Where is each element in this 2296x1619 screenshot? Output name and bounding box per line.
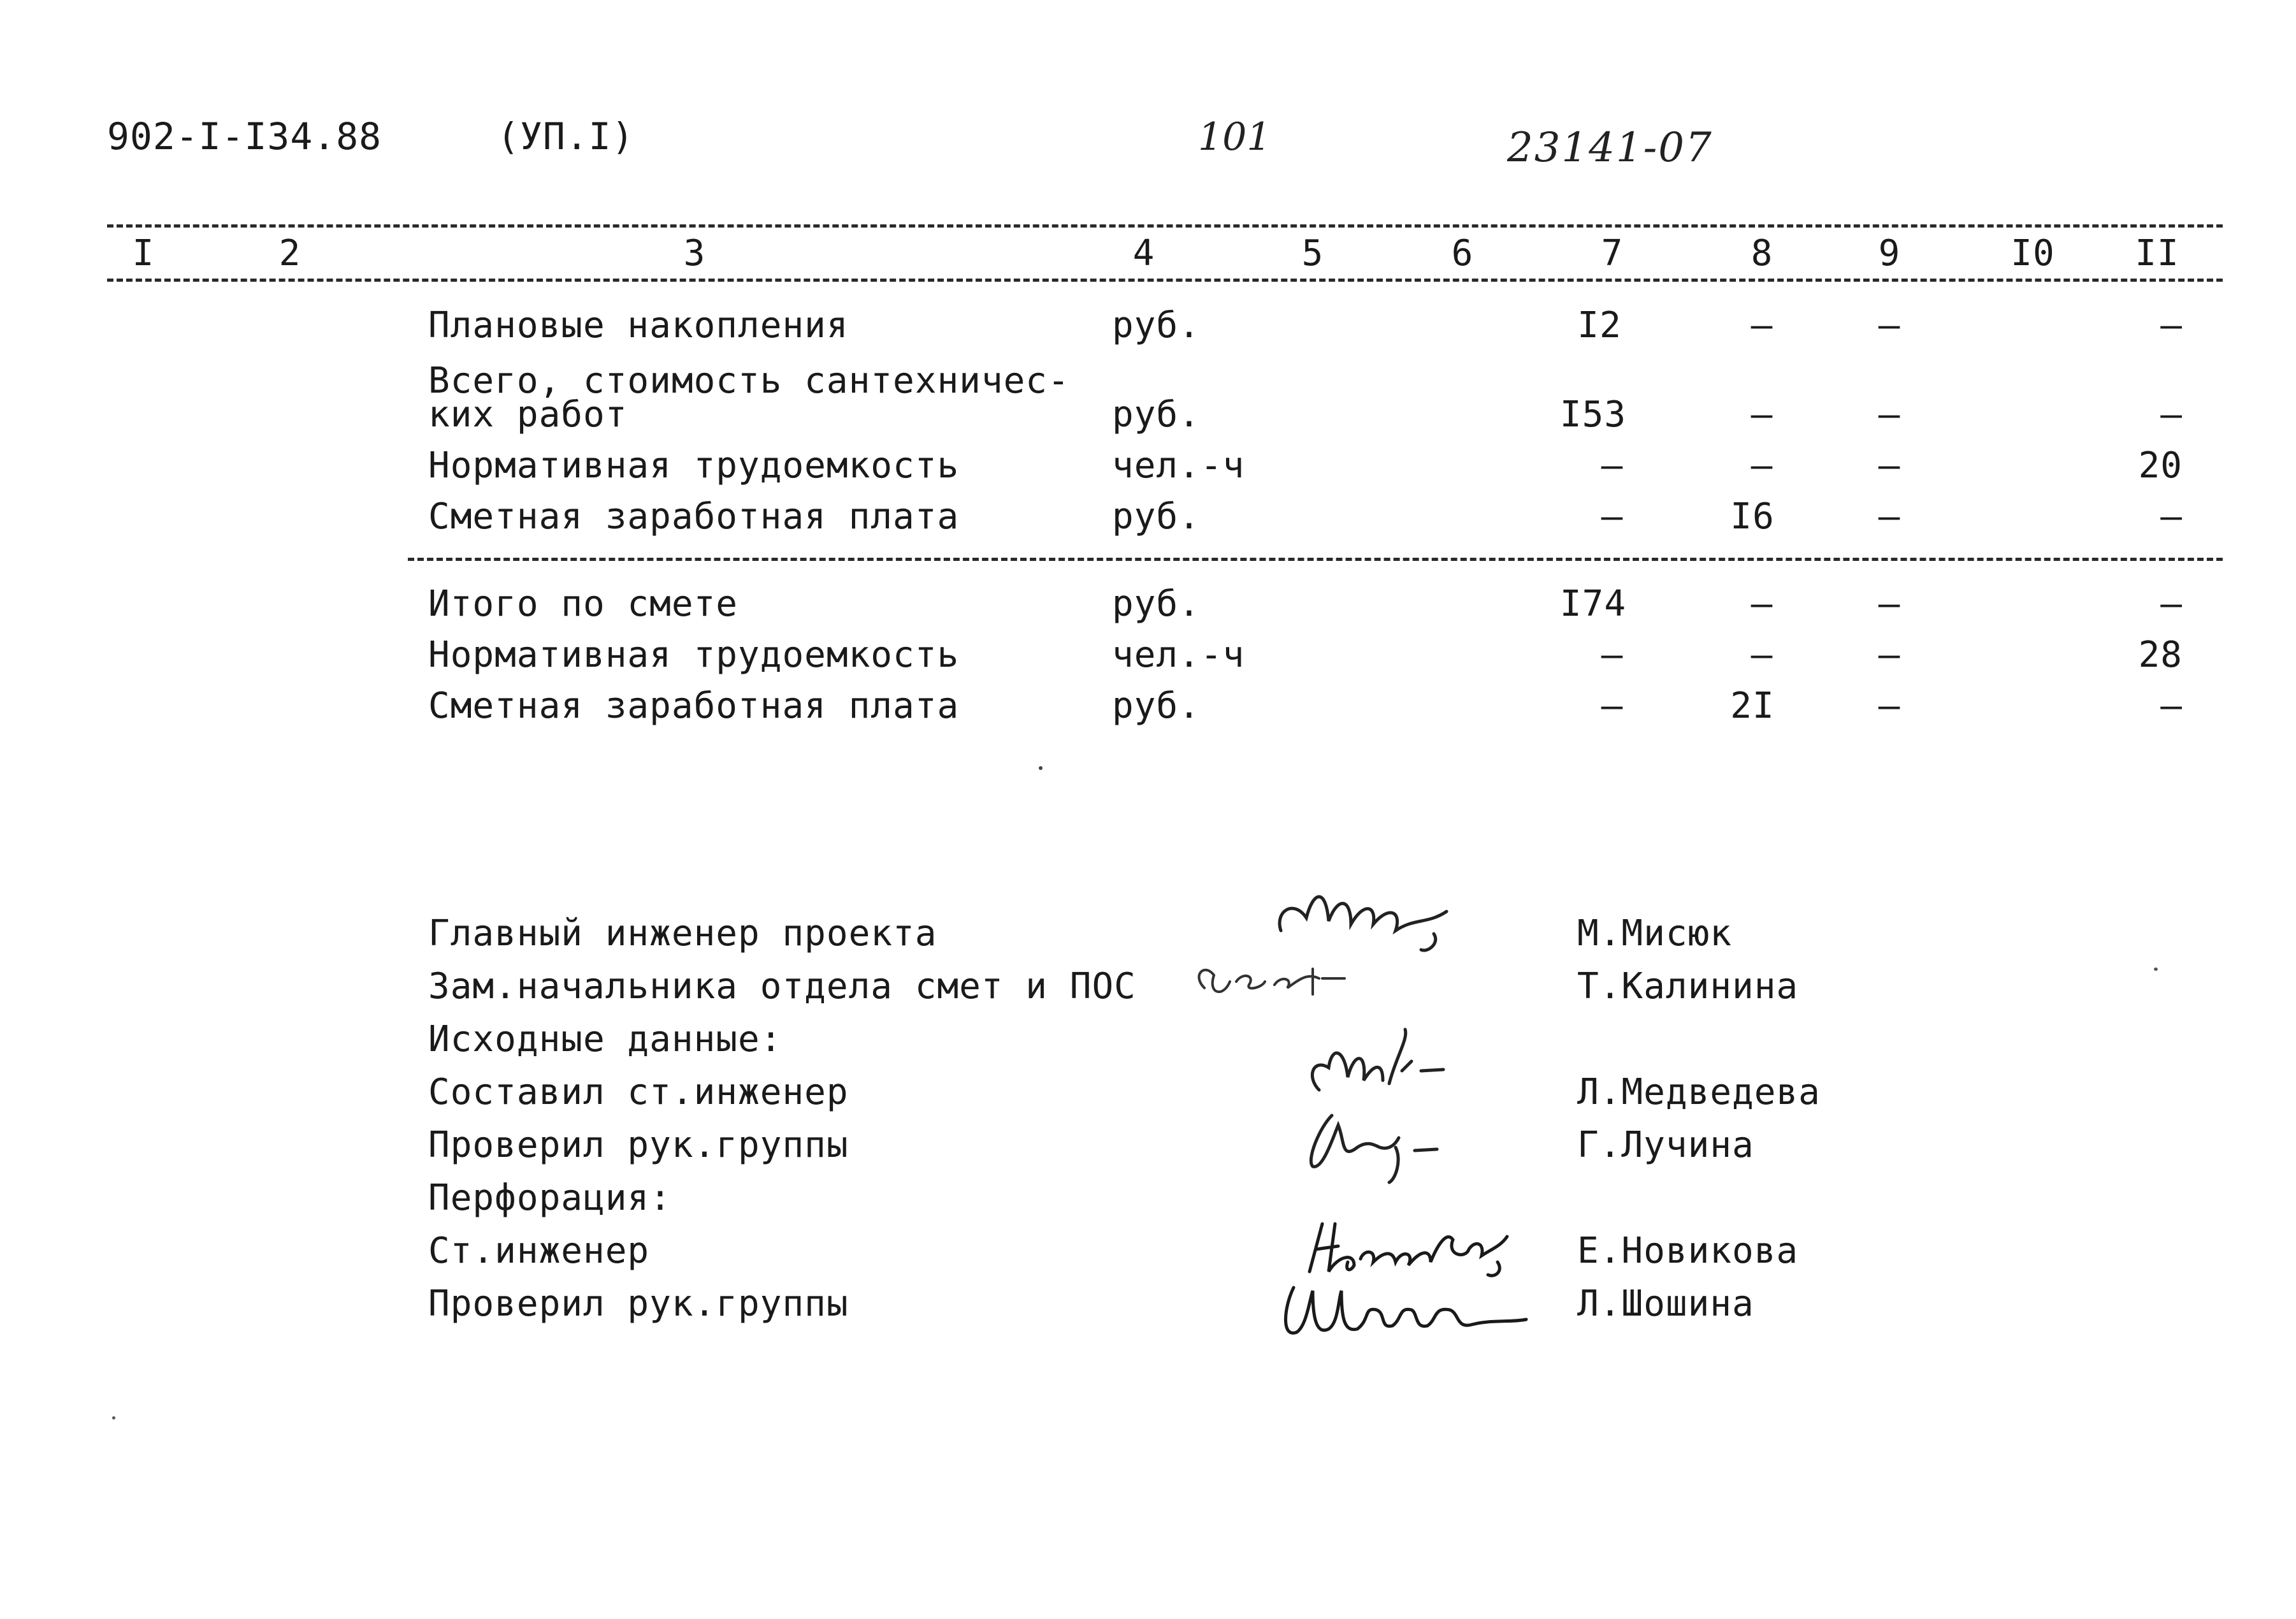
column-header-9: 9 — [1878, 233, 1901, 274]
row-col8: 2I — [1730, 685, 1775, 727]
signature-role: Составил ст.инженер — [428, 1071, 849, 1113]
row-label: ких работ — [428, 394, 628, 435]
scan-speck — [2154, 968, 2158, 971]
signature-scribble-misyuk — [1268, 873, 1459, 962]
signatory-name: М.Мисюк — [1577, 913, 1733, 954]
row-label: Нормативная трудоемкость — [428, 445, 960, 486]
column-header-11: II — [2135, 233, 2179, 274]
column-header-4: 4 — [1132, 233, 1155, 274]
row-col11: – — [2160, 305, 2183, 346]
row-col9: – — [1878, 445, 1901, 486]
row-unit: руб. — [1112, 685, 1201, 727]
row-label: Итого по смете — [428, 583, 739, 625]
scan-speck — [1039, 766, 1043, 770]
row-label: Плановые накопления — [428, 305, 849, 346]
row-col7: – — [1601, 445, 1624, 486]
group-separator-rule — [408, 558, 2223, 561]
row-unit: руб. — [1112, 496, 1201, 537]
signature-role: Ст.инженер — [428, 1230, 650, 1272]
row-col11: 28 — [2138, 634, 2183, 676]
section-code: (УП.I) — [497, 115, 635, 158]
column-header-10: I0 — [2011, 233, 2055, 274]
row-unit: руб. — [1112, 305, 1201, 346]
row-col7: – — [1601, 634, 1624, 676]
column-header-7: 7 — [1601, 233, 1624, 274]
header-bottom-rule — [107, 279, 2223, 282]
row-col8: – — [1751, 445, 1773, 486]
signatory-name: Е.Новикова — [1577, 1230, 1799, 1272]
row-unit: чел.-ч — [1112, 634, 1245, 676]
row-unit: руб. — [1112, 394, 1201, 435]
signatory-name: Г.Лучина — [1577, 1124, 1754, 1166]
signature-role: Проверил рук.группы — [428, 1124, 849, 1166]
signatory-name: Л.Шошина — [1577, 1283, 1754, 1325]
signatory-name: Л.Медведева — [1577, 1071, 1821, 1113]
row-label: Нормативная трудоемкость — [428, 634, 960, 676]
row-col9: – — [1878, 394, 1901, 435]
row-col7: – — [1601, 496, 1624, 537]
row-col9: – — [1878, 305, 1901, 346]
signature-scribble-shoshina — [1268, 1268, 1536, 1351]
column-header-3: 3 — [683, 233, 706, 274]
row-col7: – — [1601, 685, 1624, 727]
row-col7: I2 — [1577, 305, 1622, 346]
signature-scribble-medvedeva — [1300, 1026, 1478, 1109]
row-label-line1: Всего, стоимость сантехничес- — [428, 360, 1070, 402]
row-col8: – — [1751, 305, 1773, 346]
row-unit: чел.-ч — [1112, 445, 1245, 486]
row-col9: – — [1878, 496, 1901, 537]
scan-speck — [112, 1416, 115, 1419]
row-col11: 20 — [2138, 445, 2183, 486]
row-col7: I74 — [1559, 583, 1627, 625]
column-header-1: I — [132, 233, 155, 274]
row-unit: руб. — [1112, 583, 1201, 625]
row-col8: – — [1751, 394, 1773, 435]
row-col11: – — [2160, 496, 2183, 537]
signatory-name: Т.Калинина — [1577, 966, 1799, 1007]
section-heading: Перфорация: — [428, 1177, 672, 1219]
row-col9: – — [1878, 634, 1901, 676]
row-col8: – — [1751, 583, 1773, 625]
signature-scribble-kalinina — [1185, 950, 1376, 1013]
page-number: 101 — [1198, 115, 1271, 159]
row-col8: – — [1751, 634, 1773, 676]
row-col9: – — [1878, 583, 1901, 625]
signature-role: Главный инженер проекта — [428, 913, 937, 954]
section-heading: Исходные данные: — [428, 1019, 783, 1060]
row-col7: I53 — [1559, 394, 1627, 435]
row-col11: – — [2160, 583, 2183, 625]
row-col9: – — [1878, 685, 1901, 727]
row-col8: I6 — [1730, 496, 1775, 537]
column-header-2: 2 — [278, 233, 301, 274]
column-header-5: 5 — [1301, 233, 1324, 274]
column-header-6: 6 — [1451, 233, 1474, 274]
row-label: Сметная заработная плата — [428, 496, 960, 537]
column-header-8: 8 — [1751, 233, 1773, 274]
signature-role: Проверил рук.группы — [428, 1283, 849, 1325]
row-col11: – — [2160, 394, 2183, 435]
signature-scribble-luchina — [1294, 1103, 1478, 1186]
registration-number: 23141-07 — [1507, 124, 1713, 171]
header-top-rule — [107, 224, 2223, 228]
row-col11: – — [2160, 685, 2183, 727]
row-label: Сметная заработная плата — [428, 685, 960, 727]
document-code: 902-I-I34.88 — [107, 115, 382, 158]
signature-role: Зам.начальника отдела смет и ПОС — [428, 966, 1136, 1007]
